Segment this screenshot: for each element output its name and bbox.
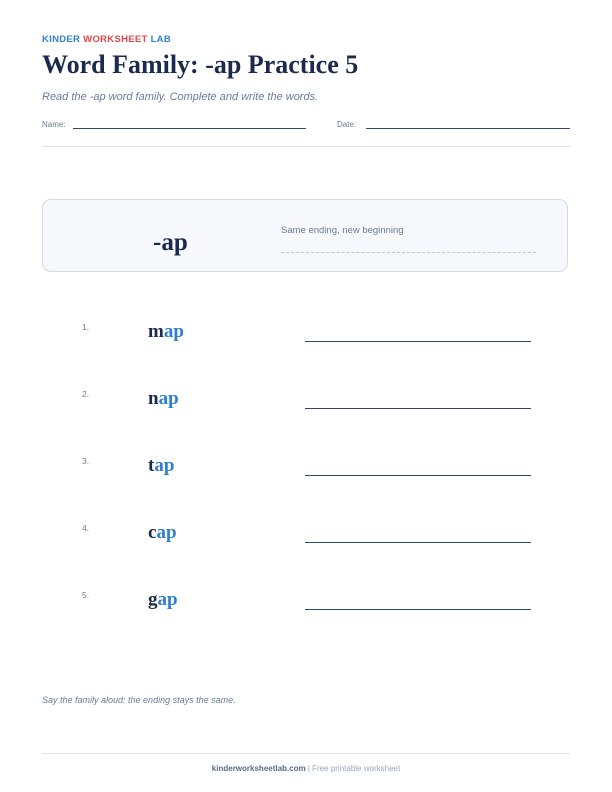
answer-write-line[interactable] — [305, 475, 531, 476]
item-word — [148, 388, 179, 410]
page-subtitle: Read the -ap word family. Complete and write the words. — [42, 91, 319, 103]
header-divider — [42, 146, 570, 147]
item-number: 3. — [82, 456, 90, 466]
answer-write-line[interactable] — [305, 542, 531, 543]
item-number: 1. — [82, 322, 90, 332]
family-ending: -ap — [153, 229, 188, 256]
brand-part-lab: LAB — [147, 34, 171, 45]
word-rime: ap — [157, 589, 178, 610]
word-onset: g — [148, 589, 158, 610]
item-number: 4. — [82, 523, 90, 533]
word-family-box — [42, 199, 568, 272]
name-write-line[interactable] — [73, 128, 306, 129]
footer — [0, 764, 612, 773]
item-word — [148, 321, 184, 343]
name-label: Name: — [42, 120, 66, 129]
word-rime: ap — [156, 522, 177, 543]
footer-tagline: Free printable worksheet — [312, 764, 401, 773]
tip-text: Say the family aloud: the ending stays the same. — [42, 695, 236, 705]
page-title: Word Family: -ap Practice 5 — [42, 50, 359, 79]
footer-separator: | — [305, 764, 313, 773]
date-write-line[interactable] — [366, 128, 570, 129]
brand-logo — [42, 34, 171, 45]
word-rime: ap — [163, 321, 184, 342]
answer-write-line[interactable] — [305, 609, 531, 610]
word-rime: ap — [154, 455, 175, 476]
date-label: Date: — [337, 120, 357, 129]
answer-write-line[interactable] — [305, 341, 531, 342]
footer-divider — [42, 753, 570, 754]
footer-site: kinderworksheetlab.com — [211, 764, 306, 773]
answer-write-line[interactable] — [305, 408, 531, 409]
word-onset: m — [148, 321, 164, 342]
item-word — [148, 455, 174, 477]
family-dashed-line — [281, 252, 536, 253]
item-word — [148, 522, 177, 544]
brand-part-kinder: KINDER — [42, 34, 84, 45]
brand-part-worksheet: WORKSHEET — [83, 34, 148, 45]
word-onset: n — [148, 388, 159, 409]
word-onset: t — [148, 455, 155, 476]
word-rime: ap — [158, 388, 179, 409]
item-number: 2. — [82, 389, 90, 399]
family-note: Same ending, new beginning — [281, 225, 404, 236]
item-number: 5. — [82, 590, 90, 600]
item-word — [148, 589, 178, 611]
word-onset: c — [148, 522, 157, 543]
